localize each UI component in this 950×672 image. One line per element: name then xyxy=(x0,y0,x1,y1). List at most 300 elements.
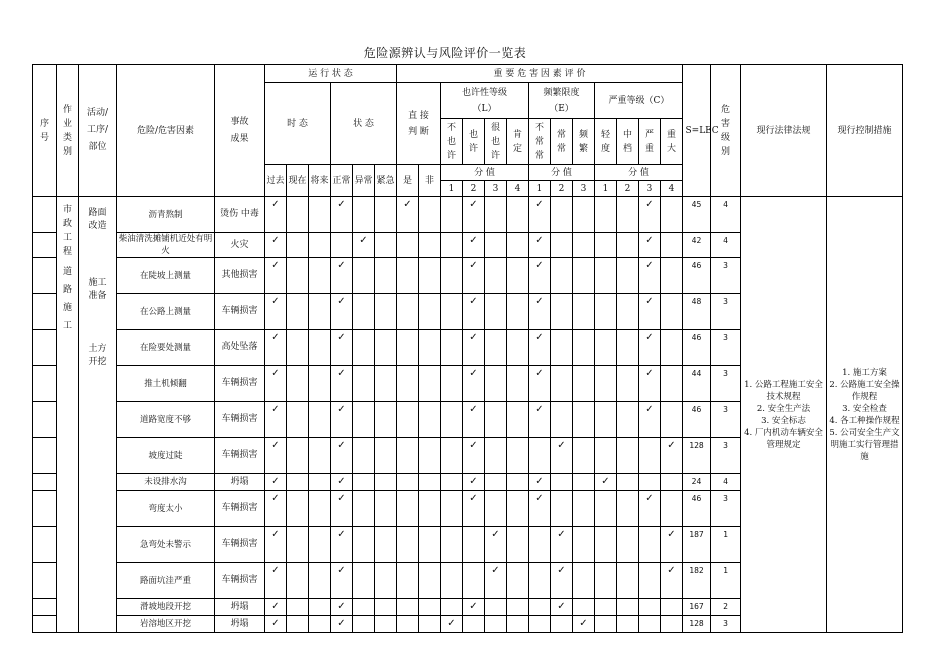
empty-cell xyxy=(507,402,529,438)
empty-cell xyxy=(309,599,331,616)
c-score-1: 1 xyxy=(595,181,617,197)
empty-cell xyxy=(419,563,441,599)
seq-cell xyxy=(33,474,57,491)
empty-cell xyxy=(419,474,441,491)
empty-cell xyxy=(287,491,309,527)
yes-header: 是 xyxy=(397,165,419,197)
empty-cell xyxy=(485,258,507,294)
empty-cell xyxy=(661,294,683,330)
empty-cell xyxy=(397,438,419,474)
hazard-cell: 岩溶地区开挖 xyxy=(117,616,215,633)
empty-cell xyxy=(617,402,639,438)
direct-judgment-header: 直 接 判 断 xyxy=(397,83,441,165)
empty-cell xyxy=(419,438,441,474)
check-mark: ✓ xyxy=(529,258,551,294)
check-mark: ✓ xyxy=(265,491,287,527)
empty-cell xyxy=(595,599,617,616)
frequency-col-1: 不常常 xyxy=(529,119,551,165)
empty-cell xyxy=(397,491,419,527)
consequence-cell: 火灾 xyxy=(215,233,265,258)
empty-cell xyxy=(507,616,529,633)
hazard-level-header: 危害级别 xyxy=(711,65,741,197)
lec-score: 45 xyxy=(683,197,711,233)
check-mark: ✓ xyxy=(331,402,353,438)
table-row xyxy=(33,197,903,233)
empty-cell xyxy=(595,402,617,438)
empty-cell xyxy=(441,438,463,474)
check-mark: ✓ xyxy=(639,366,661,402)
likelihood-col-2: 也许 xyxy=(463,119,485,165)
category-header: 作业类别 xyxy=(57,65,79,197)
evaluation-header: 重 要 危 害 因 素 评 价 xyxy=(397,65,683,83)
consequence-header: 事故成果 xyxy=(215,65,265,197)
empty-cell xyxy=(397,599,419,616)
empty-cell xyxy=(661,330,683,366)
empty-cell xyxy=(309,563,331,599)
empty-cell xyxy=(419,402,441,438)
empty-cell xyxy=(485,599,507,616)
normal-header: 正常 xyxy=(331,165,353,197)
check-mark: ✓ xyxy=(463,402,485,438)
empty-cell xyxy=(639,563,661,599)
lec-score: 128 xyxy=(683,438,711,474)
empty-cell xyxy=(573,366,595,402)
empty-cell xyxy=(661,366,683,402)
empty-cell xyxy=(507,197,529,233)
check-mark: ✓ xyxy=(265,197,287,233)
law-item: 4. 厂内机动车辆安全管理规定 xyxy=(744,427,823,450)
seq-cell xyxy=(33,197,57,233)
empty-cell xyxy=(419,330,441,366)
check-mark: ✓ xyxy=(265,474,287,491)
empty-cell xyxy=(353,366,375,402)
empty-cell xyxy=(617,527,639,563)
consequence-cell: 车辆损害 xyxy=(215,438,265,474)
empty-cell xyxy=(639,527,661,563)
check-mark: ✓ xyxy=(265,616,287,633)
control-item: 4. 各工种操作规程 xyxy=(829,415,900,426)
check-mark: ✓ xyxy=(573,616,595,633)
empty-cell xyxy=(595,366,617,402)
hazard-cell: 在险要处测量 xyxy=(117,330,215,366)
check-mark: ✓ xyxy=(463,491,485,527)
seq-cell xyxy=(33,402,57,438)
seq-cell xyxy=(33,616,57,633)
check-mark: ✓ xyxy=(661,527,683,563)
e-score-2: 2 xyxy=(551,181,573,197)
empty-cell xyxy=(397,474,419,491)
activity-1: 路面改造 xyxy=(88,208,107,231)
empty-cell xyxy=(287,197,309,233)
check-mark: ✓ xyxy=(265,330,287,366)
check-mark: ✓ xyxy=(331,294,353,330)
empty-cell xyxy=(441,197,463,233)
hazard-cell: 未设排水沟 xyxy=(117,474,215,491)
empty-cell xyxy=(595,197,617,233)
empty-cell xyxy=(529,563,551,599)
empty-cell xyxy=(375,233,397,258)
empty-cell xyxy=(309,330,331,366)
hazard-level: 4 xyxy=(711,233,741,258)
check-mark: ✓ xyxy=(639,402,661,438)
consequence-cell: 高处坠落 xyxy=(215,330,265,366)
empty-cell xyxy=(441,258,463,294)
empty-cell xyxy=(287,366,309,402)
law-cell xyxy=(741,197,827,633)
c-score-header: 分 值 xyxy=(595,165,683,181)
consequence-cell: 坍塌 xyxy=(215,616,265,633)
control-item: 5. 公司安全生产文明施工实行管理措施 xyxy=(829,427,900,462)
empty-cell xyxy=(419,616,441,633)
empty-cell xyxy=(287,233,309,258)
empty-cell xyxy=(595,563,617,599)
empty-cell xyxy=(485,402,507,438)
check-mark: ✓ xyxy=(441,616,463,633)
c-score-3: 3 xyxy=(639,181,661,197)
activity-header: 活动/工序/部位 xyxy=(79,65,117,197)
empty-cell xyxy=(485,197,507,233)
empty-cell xyxy=(507,294,529,330)
hazard-cell: 滑坡地段开挖 xyxy=(117,599,215,616)
likelihood-col-3: 很也许 xyxy=(485,119,507,165)
empty-cell xyxy=(595,258,617,294)
check-mark: ✓ xyxy=(551,438,573,474)
empty-cell xyxy=(287,563,309,599)
check-mark: ✓ xyxy=(551,599,573,616)
empty-cell xyxy=(287,616,309,633)
empty-cell xyxy=(353,258,375,294)
hazard-cell: 在公路上测量 xyxy=(117,294,215,330)
empty-cell xyxy=(485,438,507,474)
e-score-header: 分 值 xyxy=(529,165,595,181)
empty-cell xyxy=(375,197,397,233)
lec-header: S=LEC xyxy=(683,65,711,197)
lec-score: 42 xyxy=(683,233,711,258)
empty-cell xyxy=(287,438,309,474)
empty-cell xyxy=(375,491,397,527)
l-score-3: 3 xyxy=(485,181,507,197)
empty-cell xyxy=(573,233,595,258)
empty-cell xyxy=(287,294,309,330)
empty-cell xyxy=(529,527,551,563)
frequency-header: 频繁限度（E） xyxy=(529,83,595,119)
hazard-level: 4 xyxy=(711,474,741,491)
empty-cell xyxy=(375,563,397,599)
frequency-col-3: 频繁 xyxy=(573,119,595,165)
consequence-cell: 坍塌 xyxy=(215,599,265,616)
empty-cell xyxy=(639,599,661,616)
empty-cell xyxy=(441,402,463,438)
empty-cell xyxy=(551,197,573,233)
check-mark: ✓ xyxy=(265,438,287,474)
empty-cell xyxy=(419,233,441,258)
empty-cell xyxy=(309,258,331,294)
seq-cell xyxy=(33,563,57,599)
empty-cell xyxy=(287,258,309,294)
check-mark: ✓ xyxy=(265,402,287,438)
empty-cell xyxy=(595,330,617,366)
empty-cell xyxy=(573,402,595,438)
seq-cell xyxy=(33,366,57,402)
check-mark: ✓ xyxy=(265,233,287,258)
empty-cell xyxy=(375,527,397,563)
empty-cell xyxy=(463,563,485,599)
empty-cell xyxy=(353,402,375,438)
empty-cell xyxy=(309,197,331,233)
empty-cell xyxy=(595,491,617,527)
empty-cell xyxy=(573,197,595,233)
likelihood-col-4: 肯定 xyxy=(507,119,529,165)
time-state-header: 时 态 xyxy=(265,83,331,165)
e-score-3: 3 xyxy=(573,181,595,197)
hazard-level: 4 xyxy=(711,197,741,233)
emergency-header: 紧急 xyxy=(375,165,397,197)
check-mark: ✓ xyxy=(463,599,485,616)
empty-cell xyxy=(287,474,309,491)
page-title: 危险源辨认与风险评价一览表 xyxy=(363,46,527,60)
empty-cell xyxy=(485,474,507,491)
empty-cell xyxy=(595,438,617,474)
risk-table xyxy=(32,64,903,633)
empty-cell xyxy=(419,599,441,616)
check-mark: ✓ xyxy=(529,366,551,402)
severity-col-4: 重大 xyxy=(661,119,683,165)
check-mark: ✓ xyxy=(331,491,353,527)
empty-cell xyxy=(397,330,419,366)
empty-cell xyxy=(507,474,529,491)
empty-cell xyxy=(573,258,595,294)
empty-cell xyxy=(397,402,419,438)
empty-cell xyxy=(617,233,639,258)
empty-cell xyxy=(419,366,441,402)
empty-cell xyxy=(441,233,463,258)
consequence-cell: 烫伤 中毒 xyxy=(215,197,265,233)
lec-score: 46 xyxy=(683,330,711,366)
empty-cell xyxy=(309,527,331,563)
check-mark: ✓ xyxy=(331,438,353,474)
consequence-cell: 车辆损害 xyxy=(215,491,265,527)
hazard-cell: 坡度过陡 xyxy=(117,438,215,474)
hazard-level: 3 xyxy=(711,258,741,294)
e-score-1: 1 xyxy=(529,181,551,197)
empty-cell xyxy=(397,258,419,294)
empty-cell xyxy=(573,330,595,366)
empty-cell xyxy=(287,527,309,563)
seq-cell xyxy=(33,258,57,294)
empty-cell xyxy=(617,474,639,491)
empty-cell xyxy=(573,491,595,527)
check-mark: ✓ xyxy=(529,233,551,258)
empty-cell xyxy=(375,294,397,330)
empty-cell xyxy=(573,527,595,563)
check-mark: ✓ xyxy=(265,258,287,294)
control-header: 现行控制措施 xyxy=(827,65,903,197)
hazard-cell: 柴油清洗摊铺机近处有明火 xyxy=(117,233,215,258)
check-mark: ✓ xyxy=(639,330,661,366)
empty-cell xyxy=(397,527,419,563)
empty-cell xyxy=(573,474,595,491)
c-score-4: 4 xyxy=(661,181,683,197)
empty-cell xyxy=(661,599,683,616)
present-header: 现在 xyxy=(287,165,309,197)
control-item: 3. 安全检查 xyxy=(842,403,887,414)
check-mark: ✓ xyxy=(639,294,661,330)
consequence-cell: 车辆损害 xyxy=(215,563,265,599)
check-mark: ✓ xyxy=(331,258,353,294)
empty-cell xyxy=(507,330,529,366)
lec-score: 46 xyxy=(683,258,711,294)
severity-col-2: 中档 xyxy=(617,119,639,165)
empty-cell xyxy=(617,197,639,233)
empty-cell xyxy=(551,330,573,366)
empty-cell xyxy=(287,599,309,616)
check-mark: ✓ xyxy=(331,474,353,491)
lec-score: 44 xyxy=(683,366,711,402)
empty-cell xyxy=(441,563,463,599)
hazard-cell: 弯度太小 xyxy=(117,491,215,527)
hazard-level: 2 xyxy=(711,599,741,616)
empty-cell xyxy=(617,491,639,527)
empty-cell xyxy=(617,330,639,366)
check-mark: ✓ xyxy=(353,233,375,258)
likelihood-col-1: 不也许 xyxy=(441,119,463,165)
category-text-1: 市政工程 xyxy=(62,205,72,257)
category-text-2: 道路施工 xyxy=(62,267,72,331)
empty-cell xyxy=(551,491,573,527)
activity-3: 土方开挖 xyxy=(88,344,107,367)
empty-cell xyxy=(551,616,573,633)
check-mark: ✓ xyxy=(331,527,353,563)
empty-cell xyxy=(309,474,331,491)
empty-cell xyxy=(507,599,529,616)
consequence-cell: 车辆损害 xyxy=(215,527,265,563)
c-score-2: 2 xyxy=(617,181,639,197)
lec-score: 182 xyxy=(683,563,711,599)
check-mark: ✓ xyxy=(661,563,683,599)
empty-cell xyxy=(617,366,639,402)
empty-cell xyxy=(485,491,507,527)
hazard-level: 3 xyxy=(711,438,741,474)
check-mark: ✓ xyxy=(529,294,551,330)
empty-cell xyxy=(375,330,397,366)
empty-cell xyxy=(375,402,397,438)
check-mark: ✓ xyxy=(463,258,485,294)
check-mark: ✓ xyxy=(639,491,661,527)
empty-cell xyxy=(353,599,375,616)
check-mark: ✓ xyxy=(529,330,551,366)
lec-score: 167 xyxy=(683,599,711,616)
empty-cell xyxy=(397,366,419,402)
check-mark: ✓ xyxy=(485,563,507,599)
check-mark: ✓ xyxy=(463,474,485,491)
empty-cell xyxy=(353,197,375,233)
empty-cell xyxy=(507,366,529,402)
hazard-cell: 路面坑洼严重 xyxy=(117,563,215,599)
law-item: 3. 安全标志 xyxy=(761,415,806,426)
consequence-cell: 车辆损害 xyxy=(215,366,265,402)
law-item: 2. 安全生产法 xyxy=(756,403,811,414)
empty-cell xyxy=(485,330,507,366)
empty-cell xyxy=(595,616,617,633)
check-mark: ✓ xyxy=(331,563,353,599)
check-mark: ✓ xyxy=(485,527,507,563)
empty-cell xyxy=(573,294,595,330)
empty-cell xyxy=(309,402,331,438)
empty-cell xyxy=(353,474,375,491)
lec-score: 46 xyxy=(683,402,711,438)
empty-cell xyxy=(485,233,507,258)
empty-cell xyxy=(639,616,661,633)
empty-cell xyxy=(419,197,441,233)
empty-cell xyxy=(353,563,375,599)
empty-cell xyxy=(309,294,331,330)
empty-cell xyxy=(595,233,617,258)
empty-cell xyxy=(551,233,573,258)
activity-2: 施工准备 xyxy=(88,278,107,301)
check-mark: ✓ xyxy=(529,402,551,438)
l-score-2: 2 xyxy=(463,181,485,197)
hazard-level: 1 xyxy=(711,563,741,599)
control-item: 2. 公路施工安全操作规程 xyxy=(829,379,900,402)
lec-score: 187 xyxy=(683,527,711,563)
lec-score: 46 xyxy=(683,491,711,527)
check-mark: ✓ xyxy=(463,294,485,330)
empty-cell xyxy=(551,258,573,294)
empty-cell xyxy=(463,527,485,563)
empty-cell xyxy=(441,599,463,616)
check-mark: ✓ xyxy=(265,527,287,563)
empty-cell xyxy=(287,330,309,366)
empty-cell xyxy=(397,616,419,633)
seq-cell xyxy=(33,599,57,616)
empty-cell xyxy=(507,491,529,527)
check-mark: ✓ xyxy=(595,474,617,491)
empty-cell xyxy=(507,563,529,599)
check-mark: ✓ xyxy=(463,438,485,474)
seq-cell xyxy=(33,330,57,366)
empty-cell xyxy=(309,366,331,402)
empty-cell xyxy=(661,258,683,294)
check-mark: ✓ xyxy=(331,599,353,616)
check-mark: ✓ xyxy=(265,366,287,402)
empty-cell xyxy=(375,438,397,474)
empty-cell xyxy=(617,616,639,633)
empty-cell xyxy=(617,599,639,616)
law-item: 1. 公路工程施工安全技术规程 xyxy=(744,379,823,402)
empty-cell xyxy=(375,474,397,491)
empty-cell xyxy=(507,233,529,258)
hazard-cell: 在陡坡上测量 xyxy=(117,258,215,294)
likelihood-header: 也许性等级（L） xyxy=(441,83,529,119)
check-mark: ✓ xyxy=(331,616,353,633)
consequence-cell: 车辆损害 xyxy=(215,402,265,438)
check-mark: ✓ xyxy=(661,438,683,474)
empty-cell xyxy=(617,563,639,599)
check-mark: ✓ xyxy=(529,197,551,233)
empty-cell xyxy=(375,366,397,402)
empty-cell xyxy=(661,233,683,258)
empty-cell xyxy=(507,527,529,563)
hazard-cell: 急弯处未警示 xyxy=(117,527,215,563)
check-mark: ✓ xyxy=(463,233,485,258)
empty-cell xyxy=(551,294,573,330)
hazard-level: 3 xyxy=(711,402,741,438)
empty-cell xyxy=(661,197,683,233)
empty-cell xyxy=(617,294,639,330)
empty-cell xyxy=(639,474,661,491)
check-mark: ✓ xyxy=(265,294,287,330)
empty-cell xyxy=(419,294,441,330)
